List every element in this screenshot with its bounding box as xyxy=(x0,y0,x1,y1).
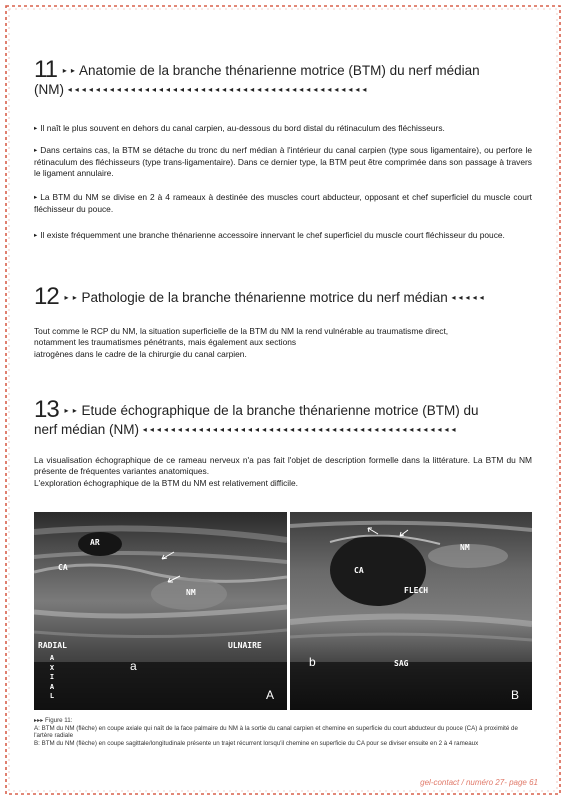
section-title-text: nerf médian (NM) xyxy=(34,422,140,437)
label-axial: A X I A L xyxy=(49,654,55,700)
section-title-text: (NM) xyxy=(34,82,64,97)
label-nm: NM xyxy=(460,543,470,552)
section-12-title xyxy=(34,283,534,310)
caption-b: B: BTM du NM (flèche) en coupe sagittale/longitudinale présente un trajet récurrent lorsqu'il chemine en superficie du CA pour se diviser ensuite en 2 à 4 rameaux xyxy=(34,739,479,747)
label-ca: CA xyxy=(58,563,68,572)
label-ca: CA xyxy=(354,566,364,575)
bullet-icon: ▸ xyxy=(34,194,38,201)
triangle-divider-icon: ◂◂◂◂◂◂◂◂◂◂◂◂◂◂◂◂◂◂◂◂◂◂◂◂◂◂◂◂◂◂◂◂◂◂◂◂◂◂◂◂◂◂◂◂◂ xyxy=(142,425,459,434)
section-13-body: La visualisation échographique de ce rameau nerveux n'a pas fait l'objet de description formelle dans la littérature. La BTM du NM présente de fréquentes variantes anatomiques. L'exploration échographique de la BTM du NM est relativement difficile. xyxy=(34,455,532,488)
panel-label-a: A xyxy=(266,688,275,702)
bullet-icon: ▸ xyxy=(34,125,38,132)
label-ulnaire: ULNAIRE xyxy=(228,641,262,650)
label-nm: NM xyxy=(186,588,196,597)
ultrasound-texture xyxy=(34,512,287,710)
bullet-item: ▸ Il naît le plus souvent en dehors du canal carpien, au-dessous du bord distal du rétinaculum des fléchisseurs. xyxy=(34,123,445,133)
bullet-item: ▸ Il existe fréquemment une branche thénarienne accessoire innervant le chef superficiel du muscle court fléchisseur du pouce. xyxy=(34,230,505,240)
section-11-title xyxy=(34,56,534,83)
bullet-item: ▸ La BTM du NM se divise en 2 à 4 rameaux à destinée des muscles court abducteur, opposant et chef superficiel du muscle court fléchisseur du pouce. xyxy=(34,192,532,214)
arrow-icon: ▸ ▸ xyxy=(64,406,78,415)
arrow-icon: ▸ ▸ xyxy=(64,293,78,302)
section-11-title-line2 xyxy=(34,80,534,99)
section-title-text: Etude échographique de la branche thénarienne motrice (BTM) du xyxy=(81,403,479,418)
ultrasound-image-axial xyxy=(34,512,287,710)
ultrasound-image-sagittal xyxy=(290,512,532,710)
caption-a: A: BTM du NM (flèche) en coupe axiale qui naît de la face palmaire du NM à la sortie du canal carpien et chemine en superficie du court abducteur du pouce (CA) à proximité de l'artère radiale xyxy=(34,724,518,740)
caption-heading: ▸▸▸ Figure 11: xyxy=(34,717,73,724)
section-12-body: Tout comme le RCP du NM, la situation superficielle de la BTM du NM la rend vulnérable au traumatisme direct, notamment les traumatismes pénétrants, mais également aux sections iatrogènes dans le cadre de la chirurgie du canal carpien. xyxy=(34,326,449,359)
triangle-divider-icon: ◂◂◂◂◂ xyxy=(451,293,487,302)
section-number: 12 xyxy=(34,283,59,310)
section-number: 13 xyxy=(34,396,59,423)
figure-caption xyxy=(34,717,534,747)
section-13-title-line2 xyxy=(34,420,534,439)
bullet-item: ▸ Dans certains cas, la BTM se détache du tronc du nerf médian à l'intérieur du canal carpien (type sous ligamentaire), ou perfore le rétinaculum des fléchisseurs (type trans-ligamentaire). Dans ce dernier type, la BTM peut être comprimée dans son passage à travers le ligament annulaire. xyxy=(34,145,532,178)
bullet-icon: ▸ xyxy=(34,147,38,154)
section-title-text: Anatomie de la branche thénarienne motrice (BTM) du nerf médian xyxy=(78,63,480,78)
label-radial: RADIAL xyxy=(38,641,67,650)
panel-label-b: B xyxy=(511,688,520,702)
label-ar: AR xyxy=(90,538,100,547)
label-flech: FLECH xyxy=(404,586,429,595)
section-title-text: Pathologie de la branche thénarienne motrice du nerf médian xyxy=(81,290,448,305)
label-small-b: b xyxy=(309,655,316,669)
bullet-icon: ▸ xyxy=(34,232,38,239)
label-small-a: a xyxy=(130,659,137,673)
ultrasound-texture xyxy=(290,512,532,710)
section-13-title xyxy=(34,396,534,423)
arrow-icon: ▸ ▸ xyxy=(62,66,76,75)
label-sag: SAG xyxy=(394,659,409,668)
triangle-divider-icon: ◂◂◂◂◂◂◂◂◂◂◂◂◂◂◂◂◂◂◂◂◂◂◂◂◂◂◂◂◂◂◂◂◂◂◂◂◂◂◂◂◂◂◂ xyxy=(67,85,370,94)
page-footer: gel-contact / numéro 27- page 61 xyxy=(420,778,538,787)
section-number: 11 xyxy=(34,56,57,83)
